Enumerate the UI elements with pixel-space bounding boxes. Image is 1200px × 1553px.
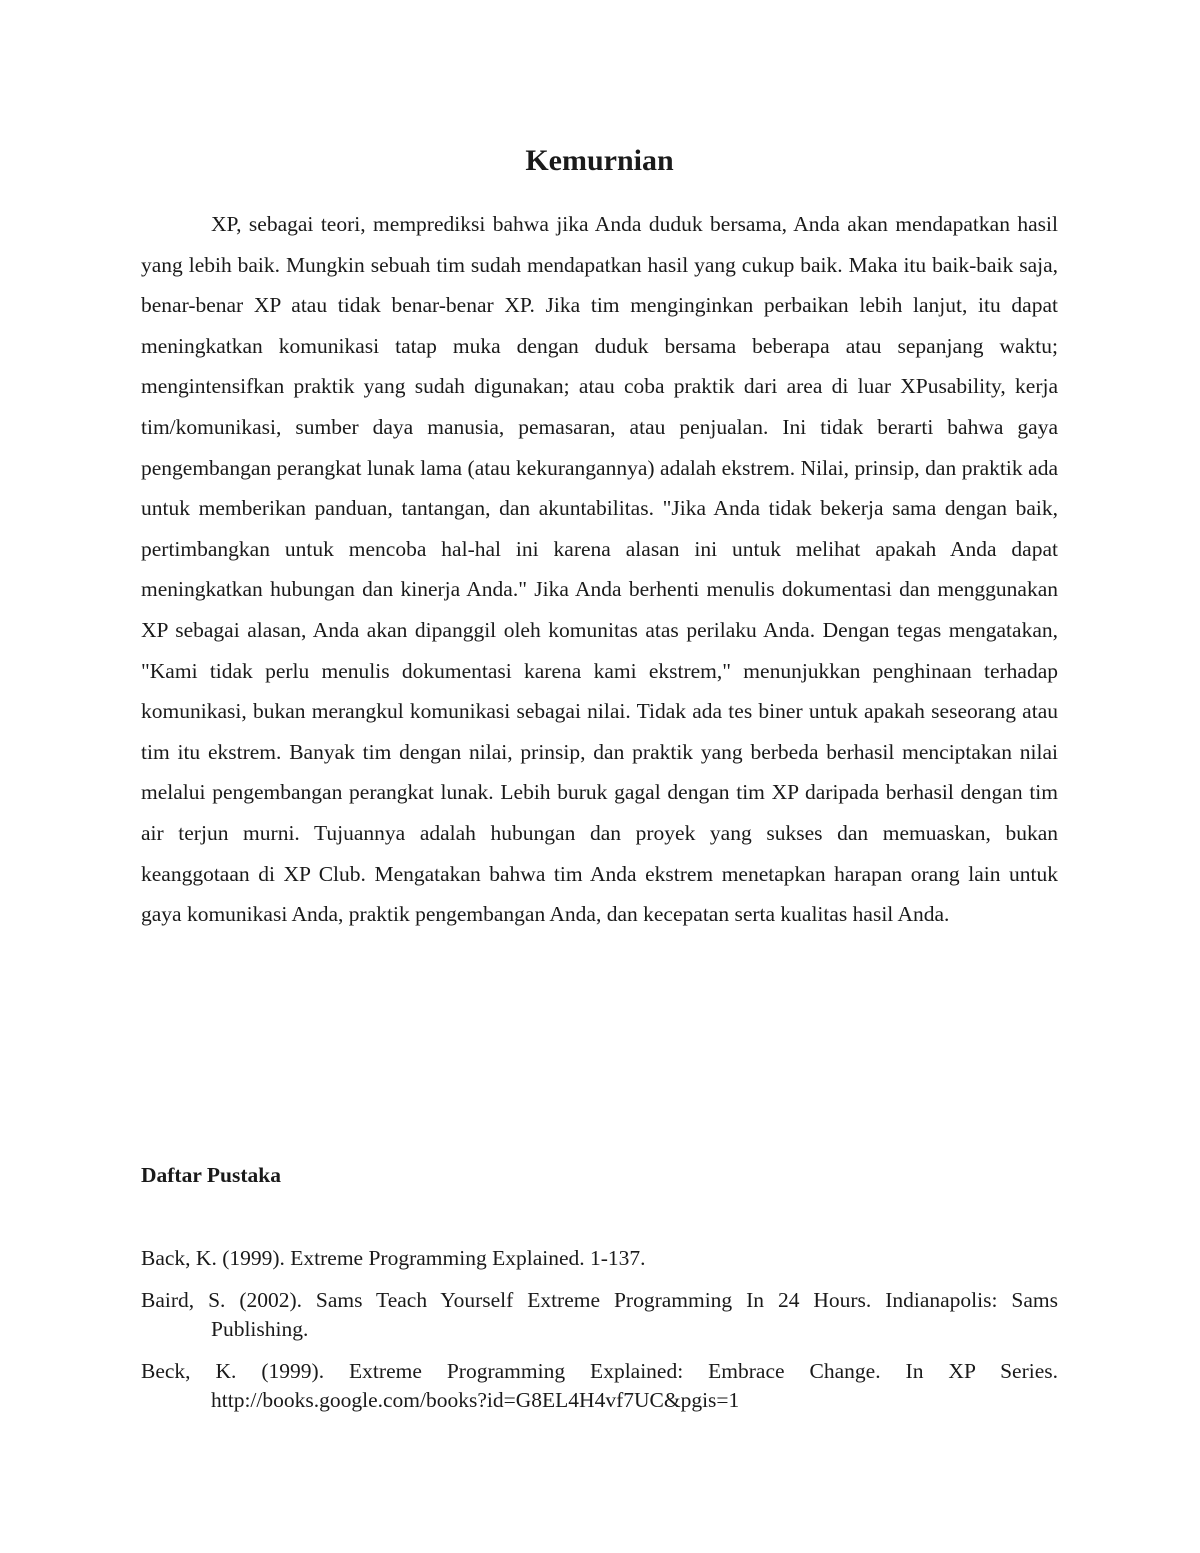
- body-paragraph: XP, sebagai teori, memprediksi bahwa jika Anda duduk bersama, Anda akan mendapatkan hasil yang lebih baik. Mungkin sebuah tim sudah mendapatkan hasil yang cukup baik. Maka itu baik-baik saja, benar-benar XP atau tidak benar-benar XP. Jika tim menginginkan perbaikan lebih lanjut, itu dapat meningkatkan komunikasi tatap muka dengan duduk bersama beberapa atau sepanjang waktu; mengintensifkan praktik yang sudah digunakan; atau coba praktik dari area di luar XPusability, kerja tim/komunikasi, sumber daya manusia, pemasaran, atau penjualan. Ini tidak berarti bahwa gaya pengembangan perangkat lunak lama (atau kekurangannya) adalah ekstrem. Nilai, prinsip, dan praktik ada untuk memberikan panduan, tantangan, dan akuntabilitas. "Jika Anda tidak bekerja sama dengan baik, pertimbangkan untuk mencoba hal-hal ini karena alasan ini untuk melihat apakah Anda dapat meningkatkan hubungan dan kinerja Anda." Jika Anda berhenti menulis dokumentasi dan menggunakan XP sebagai alasan, Anda akan dipanggil oleh komunitas atas perilaku Anda. Dengan tegas mengatakan, "Kami tidak perlu menulis dokumentasi karena kami ekstrem," menunjukkan penghinaan terhadap komunikasi, bukan merangkul komunikasi sebagai nilai. Tidak ada tes biner untuk apakah seseorang atau tim itu ekstrem. Banyak tim dengan nilai, prinsip, dan praktik yang berbeda berhasil menciptakan nilai melalui pengembangan perangkat lunak. Lebih buruk gagal dengan tim XP daripada berhasil dengan tim air terjun murni. Tujuannya adalah hubungan dan proyek yang sukses dan memuaskan, bukan keanggotaan di XP Club. Mengatakan bahwa tim Anda ekstrem menetapkan harapan orang lain untuk gaya komunikasi Anda, praktik pengembangan Anda, dan kecepatan serta kualitas hasil Anda.: [141, 212, 1058, 927]
- reference-item: Baird, S. (2002). Sams Teach Yourself Extreme Programming In 24 Hours. Indianapolis: Sams Publishing.: [141, 1288, 1058, 1341]
- reference-item: Beck, K. (1999). Extreme Programming Explained: Embrace Change. In XP Series. http://books.google.com/books?id=G8EL4H4vf7UC&pgis=1: [141, 1359, 1058, 1412]
- references-list: [141, 1244, 1058, 1428]
- main-content: [141, 140, 1058, 935]
- references-heading: Daftar Pustaka: [141, 1163, 281, 1187]
- document-title: Kemurnian: [525, 144, 674, 177]
- reference-item: Back, K. (1999). Extreme Programming Explained. 1-137.: [141, 1246, 646, 1270]
